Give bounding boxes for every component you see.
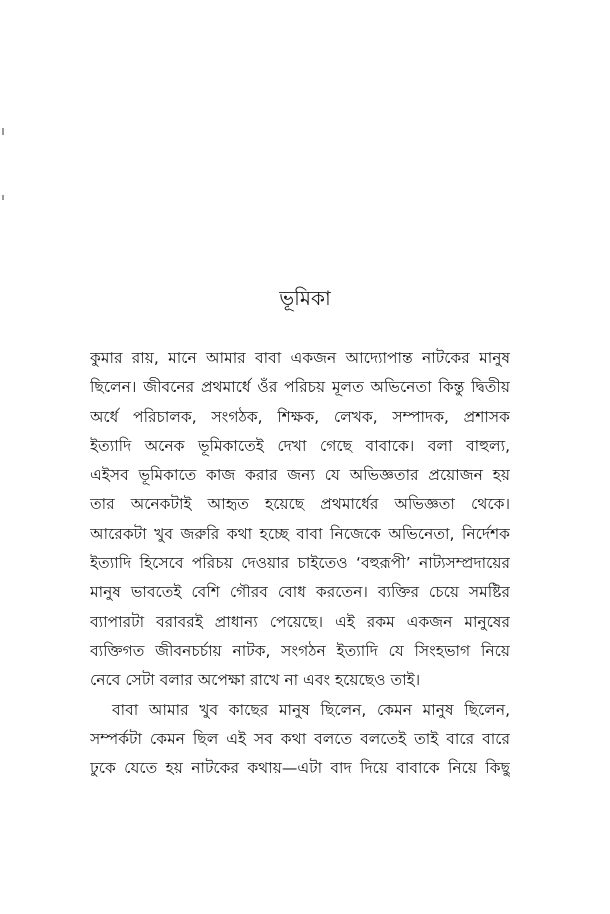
text-line: এইসব ভূমিকাতে কাজ করার জন্য যে অভিজ্ঞতার প্রয়োজন হয়	[90, 466, 510, 485]
text-line: মানুষ ভাবতেই বেশি গৌরব বোধ করতেন। ব্যক্তির চেয়ে সমষ্টির	[90, 583, 510, 602]
text-line: ব্যক্তিগত জীবনচর্চায় নাটক, সংগঠন ইত্যাদি যে সিংহভাগ নিয়ে	[90, 641, 510, 660]
text-line: ইত্যাদি অনেক ভূমিকাতেই দেখা গেছে বাবাকে। বলা বাহুল্য,	[90, 436, 510, 455]
text-line: ছিলেন। জীবনের প্রথমার্ধে ওঁর পরিচয় মূলত অভিনেতা কিন্তু দ্বিতীয়	[90, 378, 510, 397]
text-line: সম্পর্কটা কেমন ছিল এই সব কথা বলতে বলতেই তাই বারে বারে	[90, 729, 510, 748]
chapter-heading: ভূমিকা	[279, 286, 331, 310]
text-line: তার অনেকটাই আহৃত হয়েছে প্রথমার্ধের অভিজ্ঞতা থেকে।	[90, 495, 510, 514]
text-line: বাবা আমার খুব কাছের মানুষ ছিলেন, কেমন মানুষ ছিলেন,	[112, 700, 510, 719]
text-line: অর্ধে পরিচালক, সংগঠক, শিক্ষক, লেখক, সম্পাদক, প্রশাসক	[90, 407, 510, 426]
text-line: নেবে সেটা বলার অপেক্ষা রাখে না এবং হয়েছেও তাই।	[90, 671, 421, 690]
margin-speck	[2, 128, 4, 135]
text-line: ইত্যাদি হিসেবে পরিচয় দেওয়ার চাইতেও ‘বহুরূপী’ নাট্যসম্প্রদায়ের	[90, 554, 510, 573]
text-line: আরেকটা খুব জরুরি কথা হচ্ছে বাবা নিজেকে অভিনেতা, নির্দেশক	[90, 524, 510, 543]
text-line: কুমার রায়, মানে আমার বাবা একজন আদ্যোপান্ত নাটকের মানুষ	[90, 349, 510, 367]
body-text	[90, 344, 510, 783]
margin-speck	[2, 195, 4, 200]
text-line: ঢুকে যেতে হয় নাটকের কথায়—এটা বাদ দিয়ে বাবাকে নিয়ে কিছু	[90, 759, 510, 778]
text-line: ব্যাপারটা বরাবরই প্রাধান্য পেয়েছে। এই রকম একজন মানুষের	[90, 612, 510, 631]
